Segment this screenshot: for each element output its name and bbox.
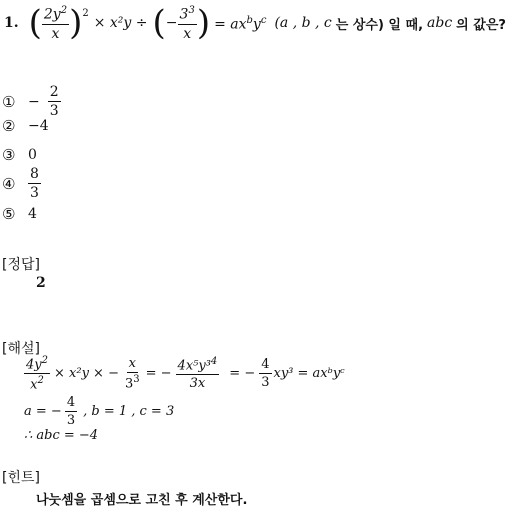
option-1 [2, 85, 61, 118]
option-marker: ③ [2, 146, 16, 164]
answer-value: 2 [36, 275, 46, 291]
condition-text: 는 상수) 일 때, [335, 17, 424, 33]
option-denominator: 3 [49, 103, 59, 119]
hint-label: [힌트] [2, 470, 40, 486]
option-numerator: 8 [30, 166, 39, 182]
expl-bc: , b = 1 , c = 3 [83, 404, 175, 419]
expl-tail: xy³ = axᵇyᶜ [273, 366, 345, 382]
frac2-numerator: 3 [179, 6, 189, 23]
expl-frac-1: $\frac{4y^2}{x^2}$ [26, 355, 48, 393]
option-2 [2, 117, 49, 135]
target-expression: abc [427, 15, 453, 32]
left-paren-2: ( [152, 3, 166, 44]
expl-frac-4: $\frac{4}{3}$ [261, 357, 270, 391]
expl-eq-2: = − [229, 366, 256, 382]
option-fraction [28, 167, 41, 200]
option-marker: ② [2, 117, 16, 135]
option-denominator: 3 [30, 185, 39, 201]
frac2-denominator: x [183, 25, 192, 42]
expl-frac-2: $\frac{x}{3^3}$ [124, 356, 140, 392]
option-marker: ① [2, 92, 16, 111]
expl-mid: × x²y × − [54, 366, 119, 382]
option-text: −4 [28, 118, 49, 134]
expl-frac-3: $\frac{4x^5y^3^4}{3x}$ [177, 356, 218, 392]
expl-eq-1: = − [145, 366, 172, 382]
frac2-sign: − [165, 15, 178, 32]
option-marker: ④ [2, 174, 16, 193]
right-paren: ) [69, 3, 83, 44]
option-fraction [48, 85, 61, 118]
option-3 [2, 146, 37, 164]
explanation-line-3: ∴ abc = −4 [24, 428, 99, 443]
middle-term: × x²y ÷ [93, 15, 148, 32]
explanation-line-1 [24, 356, 345, 392]
explanation-label: [해설] [2, 341, 40, 357]
option-numerator: 2 [49, 84, 59, 100]
left-paren: ( [28, 3, 42, 44]
explanation-line-2 [24, 396, 174, 427]
option-5 [2, 205, 37, 223]
option-text: 4 [28, 206, 37, 222]
frac1-denominator: x [51, 25, 60, 42]
option-marker: ⑤ [2, 205, 16, 223]
expl-a-eq: a = − [24, 404, 62, 419]
question-number: 1. [4, 15, 19, 32]
answer-label: [정답] [2, 257, 40, 273]
rhs: = $ax^by^c$ [214, 14, 267, 33]
frac1-numerator: 2y [43, 6, 61, 23]
option-4 [2, 167, 41, 200]
fraction-3-3-over-x [178, 6, 197, 41]
fraction-2y2-over-x [42, 6, 69, 41]
expl-a-frac: $\frac{4}{3}$ [66, 395, 76, 428]
question-ask: 의 값은? [456, 17, 506, 33]
frac1-numerator-exponent: 2 [60, 5, 68, 16]
right-paren-2: ) [196, 3, 211, 44]
option-sign: − [28, 93, 40, 110]
hint-text: 나눗셈을 곱셈으로 고친 후 계산한다. [36, 493, 248, 508]
outer-exponent: 2 [82, 8, 89, 19]
option-text: 0 [28, 147, 37, 163]
frac2-numerator-exponent: 3 [188, 5, 195, 16]
condition-vars: (a , b , c [274, 15, 332, 32]
question-line [4, 3, 506, 44]
